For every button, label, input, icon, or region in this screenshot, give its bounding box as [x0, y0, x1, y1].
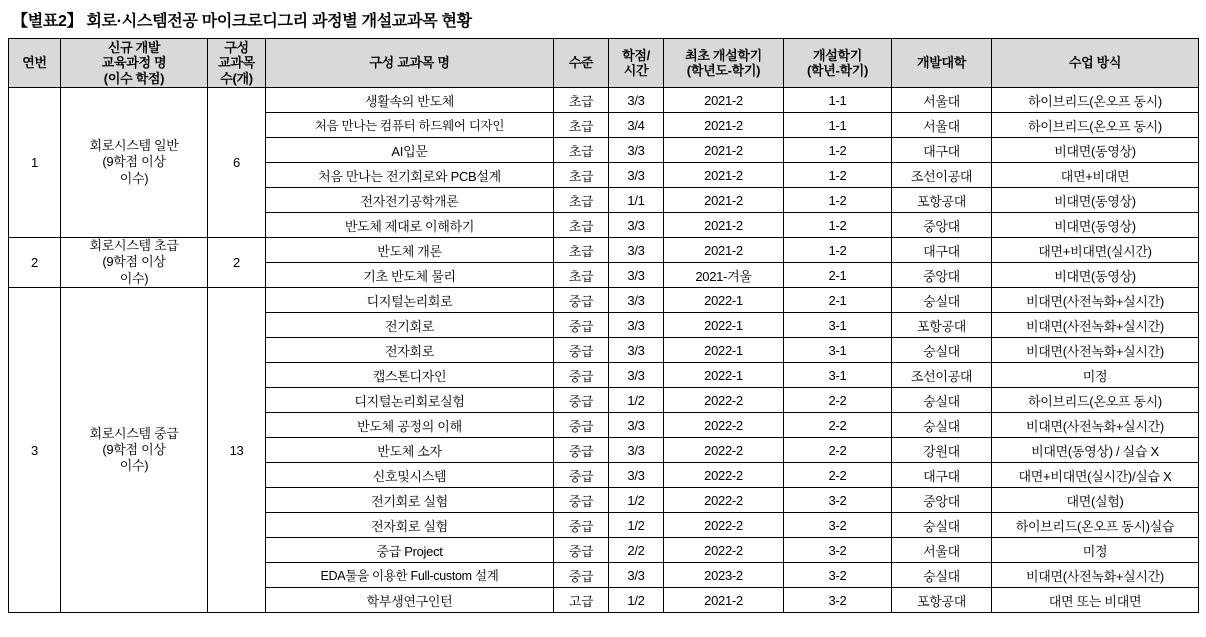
cell-method: 하이브리드(온오프 동시) [992, 113, 1199, 138]
cell-no: 3 [9, 288, 61, 613]
header-count [208, 39, 266, 88]
cell-method: 대면+비대면(실시간)/실습 X [992, 463, 1199, 488]
cell-method: 대면+비대면 [992, 163, 1199, 188]
cell-method: 비대면(사전녹화+실시간) [992, 413, 1199, 438]
cell-level: 초급 [554, 163, 609, 188]
cell-open-term: 3-2 [784, 538, 892, 563]
header-credit-line1: 학점/ [622, 47, 650, 63]
cell-university: 대구대 [892, 238, 992, 263]
cell-open-term: 1-1 [784, 88, 892, 113]
cell-method: 미정 [992, 538, 1199, 563]
cell-open-term: 1-1 [784, 113, 892, 138]
header-subject: 구성 교과목 명 [266, 39, 554, 88]
cell-credit: 2/2 [609, 538, 664, 563]
cell-method: 비대면(동영상) [992, 188, 1199, 213]
cell-method: 대면+비대면(실시간) [992, 238, 1199, 263]
cell-subject: 반도체 개론 [266, 238, 554, 263]
cell-credit: 3/3 [609, 88, 664, 113]
cell-subject-count: 2 [208, 238, 266, 288]
cell-first-term: 2022-2 [664, 413, 784, 438]
cell-credit: 3/3 [609, 213, 664, 238]
table-row [9, 288, 1199, 313]
cell-subject: 전기회로 실험 [266, 488, 554, 513]
header-method: 수업 방식 [992, 39, 1199, 88]
cell-university: 조선이공대 [892, 163, 992, 188]
cell-level: 초급 [554, 213, 609, 238]
cell-level: 초급 [554, 113, 609, 138]
cell-level: 중급 [554, 313, 609, 338]
cell-first-term: 2022-2 [664, 388, 784, 413]
cell-program-line1: 회로시스템 중급 [89, 425, 179, 441]
cell-level: 중급 [554, 438, 609, 463]
cell-method: 미정 [992, 363, 1199, 388]
header-level: 수준 [554, 39, 609, 88]
cell-program-line1: 회로시스템 초급 [89, 238, 179, 254]
table-header [9, 39, 1199, 88]
header-open-term [784, 39, 892, 88]
cell-first-term: 2022-1 [664, 313, 784, 338]
curriculum-table [8, 38, 1199, 613]
cell-credit: 3/4 [609, 113, 664, 138]
cell-first-term: 2022-1 [664, 288, 784, 313]
cell-credit: 3/3 [609, 238, 664, 263]
cell-credit: 3/3 [609, 363, 664, 388]
cell-open-term: 3-1 [784, 313, 892, 338]
header-credit-line2: 시간 [623, 63, 649, 78]
cell-method: 비대면(동영상) / 실습 X [992, 438, 1199, 463]
cell-university: 서울대 [892, 88, 992, 113]
cell-first-term: 2021-2 [664, 188, 784, 213]
cell-subject: 학부생연구인턴 [266, 588, 554, 613]
cell-first-term: 2021-겨울 [664, 263, 784, 288]
cell-subject: 반도체 소자 [266, 438, 554, 463]
cell-subject-count: 13 [208, 288, 266, 613]
cell-subject: AI입문 [266, 138, 554, 163]
cell-credit: 1/2 [609, 513, 664, 538]
cell-method: 대면(실험) [992, 488, 1199, 513]
cell-program-line3: 이수) [119, 270, 149, 286]
cell-credit: 3/3 [609, 288, 664, 313]
cell-method: 비대면(동영상) [992, 138, 1199, 163]
cell-first-term: 2022-2 [664, 538, 784, 563]
cell-credit: 3/3 [609, 463, 664, 488]
cell-level: 중급 [554, 388, 609, 413]
cell-no: 1 [9, 88, 61, 238]
cell-first-term: 2021-2 [664, 213, 784, 238]
cell-first-term: 2021-2 [664, 238, 784, 263]
cell-open-term: 2-2 [784, 388, 892, 413]
cell-program-line2: (9학점 이상 [102, 441, 166, 457]
cell-first-term: 2022-2 [664, 488, 784, 513]
cell-program [61, 238, 208, 288]
header-program-line2: 교육과정 명 [101, 55, 167, 71]
header-program-line1: 신규 개발 [107, 40, 161, 55]
cell-university: 중앙대 [892, 213, 992, 238]
header-count-line1: 구성 [224, 40, 249, 55]
cell-level: 초급 [554, 188, 609, 213]
cell-subject: 기초 반도체 물리 [266, 263, 554, 288]
cell-subject: 전자회로 [266, 338, 554, 363]
cell-first-term: 2021-2 [664, 88, 784, 113]
cell-open-term: 3-2 [784, 563, 892, 588]
cell-level: 초급 [554, 238, 609, 263]
cell-open-term: 2-2 [784, 413, 892, 438]
cell-open-term: 3-1 [784, 338, 892, 363]
cell-open-term: 1-2 [784, 213, 892, 238]
cell-university: 숭실대 [892, 388, 992, 413]
cell-first-term: 2022-2 [664, 513, 784, 538]
cell-university: 서울대 [892, 113, 992, 138]
header-credit [609, 39, 664, 88]
cell-level: 중급 [554, 363, 609, 388]
cell-university: 조선이공대 [892, 363, 992, 388]
cell-first-term: 2022-1 [664, 363, 784, 388]
table-body [9, 88, 1199, 613]
cell-university: 중앙대 [892, 263, 992, 288]
cell-level: 초급 [554, 88, 609, 113]
cell-subject: 전자전기공학개론 [266, 188, 554, 213]
cell-credit: 3/3 [609, 313, 664, 338]
cell-level: 중급 [554, 513, 609, 538]
header-open-term-line1: 개설학기 [812, 47, 863, 63]
header-row [9, 39, 1199, 88]
cell-first-term: 2021-2 [664, 588, 784, 613]
cell-program-line2: (9학점 이상 [102, 254, 166, 270]
cell-open-term: 2-1 [784, 288, 892, 313]
cell-credit: 1/2 [609, 588, 664, 613]
cell-program [61, 88, 208, 238]
cell-level: 중급 [554, 538, 609, 563]
cell-open-term: 3-2 [784, 588, 892, 613]
cell-credit: 1/2 [609, 388, 664, 413]
header-no: 연번 [9, 39, 61, 88]
cell-program-line1: 회로시스템 일반 [89, 138, 179, 154]
cell-level: 중급 [554, 338, 609, 363]
cell-subject: 전기회로 [266, 313, 554, 338]
cell-method: 하이브리드(온오프 동시)실습 [992, 513, 1199, 538]
cell-subject-count: 6 [208, 88, 266, 238]
cell-subject: 처음 만나는 전기회로와 PCB설계 [266, 163, 554, 188]
cell-program-line2: (9학점 이상 [102, 154, 166, 170]
cell-university: 대구대 [892, 138, 992, 163]
page-title: 【별표2】 회로·시스템전공 마이크로디그리 과정별 개설교과목 현황 [12, 13, 472, 30]
cell-subject: 신호및시스템 [266, 463, 554, 488]
cell-credit: 3/3 [609, 563, 664, 588]
cell-program-line3: 이수) [119, 170, 149, 186]
cell-credit: 3/3 [609, 438, 664, 463]
cell-subject: 중급 Project [266, 538, 554, 563]
cell-level: 중급 [554, 463, 609, 488]
cell-level: 중급 [554, 413, 609, 438]
cell-university: 포항공대 [892, 588, 992, 613]
cell-open-term: 1-2 [784, 188, 892, 213]
header-count-line2: 교과목 [218, 55, 255, 71]
cell-subject: 반도체 공정의 이해 [266, 413, 554, 438]
cell-university: 숭실대 [892, 288, 992, 313]
table-row [9, 88, 1199, 113]
cell-no: 2 [9, 238, 61, 288]
cell-credit: 3/3 [609, 263, 664, 288]
cell-subject: 전자회로 실험 [266, 513, 554, 538]
cell-subject: 디지털논리회로 [266, 288, 554, 313]
cell-level: 초급 [554, 263, 609, 288]
cell-method: 비대면(사전녹화+실시간) [992, 288, 1199, 313]
cell-subject: 반도체 제대로 이해하기 [266, 213, 554, 238]
cell-university: 중앙대 [892, 488, 992, 513]
header-first-term-line1: 최초 개설학기 [685, 47, 762, 63]
cell-first-term: 2022-1 [664, 338, 784, 363]
cell-subject: EDA툴을 이용한 Full-custom 설계 [266, 563, 554, 588]
cell-first-term: 2022-2 [664, 438, 784, 463]
cell-program-line3: 이수) [119, 458, 149, 474]
cell-level: 중급 [554, 288, 609, 313]
cell-method: 비대면(사전녹화+실시간) [992, 563, 1199, 588]
cell-subject: 처음 만나는 컴퓨터 하드웨어 디자인 [266, 113, 554, 138]
cell-university: 숭실대 [892, 338, 992, 363]
cell-method: 비대면(동영상) [992, 213, 1199, 238]
cell-university: 포항공대 [892, 313, 992, 338]
cell-university: 숭실대 [892, 563, 992, 588]
table-row [9, 238, 1199, 263]
cell-subject: 디지털논리회로실험 [266, 388, 554, 413]
cell-university: 포항공대 [892, 188, 992, 213]
cell-university: 대구대 [892, 463, 992, 488]
cell-method: 하이브리드(온오프 동시) [992, 388, 1199, 413]
cell-open-term: 2-2 [784, 438, 892, 463]
cell-university: 강원대 [892, 438, 992, 463]
cell-university: 서울대 [892, 538, 992, 563]
cell-open-term: 3-1 [784, 363, 892, 388]
cell-method: 비대면(동영상) [992, 263, 1199, 288]
cell-level: 초급 [554, 138, 609, 163]
cell-credit: 3/3 [609, 138, 664, 163]
header-first-term-line2: (학년도-학기) [686, 63, 761, 78]
cell-first-term: 2021-2 [664, 138, 784, 163]
cell-program [61, 288, 208, 613]
cell-level: 중급 [554, 488, 609, 513]
cell-subject: 생활속의 반도체 [266, 88, 554, 113]
cell-university: 숭실대 [892, 413, 992, 438]
cell-first-term: 2022-2 [664, 463, 784, 488]
cell-open-term: 1-2 [784, 138, 892, 163]
cell-first-term: 2021-2 [664, 163, 784, 188]
cell-subject: 캡스톤디자인 [266, 363, 554, 388]
cell-first-term: 2023-2 [664, 563, 784, 588]
cell-method: 비대면(사전녹화+실시간) [992, 313, 1199, 338]
cell-open-term: 1-2 [784, 238, 892, 263]
header-count-line3: 수(개) [220, 70, 253, 86]
cell-open-term: 2-1 [784, 263, 892, 288]
cell-open-term: 1-2 [784, 163, 892, 188]
cell-open-term: 2-2 [784, 463, 892, 488]
header-program [61, 39, 208, 88]
cell-method: 하이브리드(온오프 동시) [992, 88, 1199, 113]
cell-first-term: 2021-2 [664, 113, 784, 138]
cell-open-term: 3-2 [784, 513, 892, 538]
cell-level: 고급 [554, 588, 609, 613]
header-open-term-line2: (학년-학기) [806, 63, 869, 78]
cell-university: 숭실대 [892, 513, 992, 538]
cell-level: 중급 [554, 563, 609, 588]
cell-method: 비대면(사전녹화+실시간) [992, 338, 1199, 363]
cell-open-term: 3-2 [784, 488, 892, 513]
cell-credit: 1/1 [609, 188, 664, 213]
cell-method: 대면 또는 비대면 [992, 588, 1199, 613]
cell-credit: 3/3 [609, 163, 664, 188]
cell-credit: 3/3 [609, 413, 664, 438]
cell-credit: 1/2 [609, 488, 664, 513]
cell-credit: 3/3 [609, 338, 664, 363]
header-first-term [664, 39, 784, 88]
header-program-line3: (이수 학점) [103, 70, 165, 86]
header-university: 개발대학 [892, 39, 992, 88]
